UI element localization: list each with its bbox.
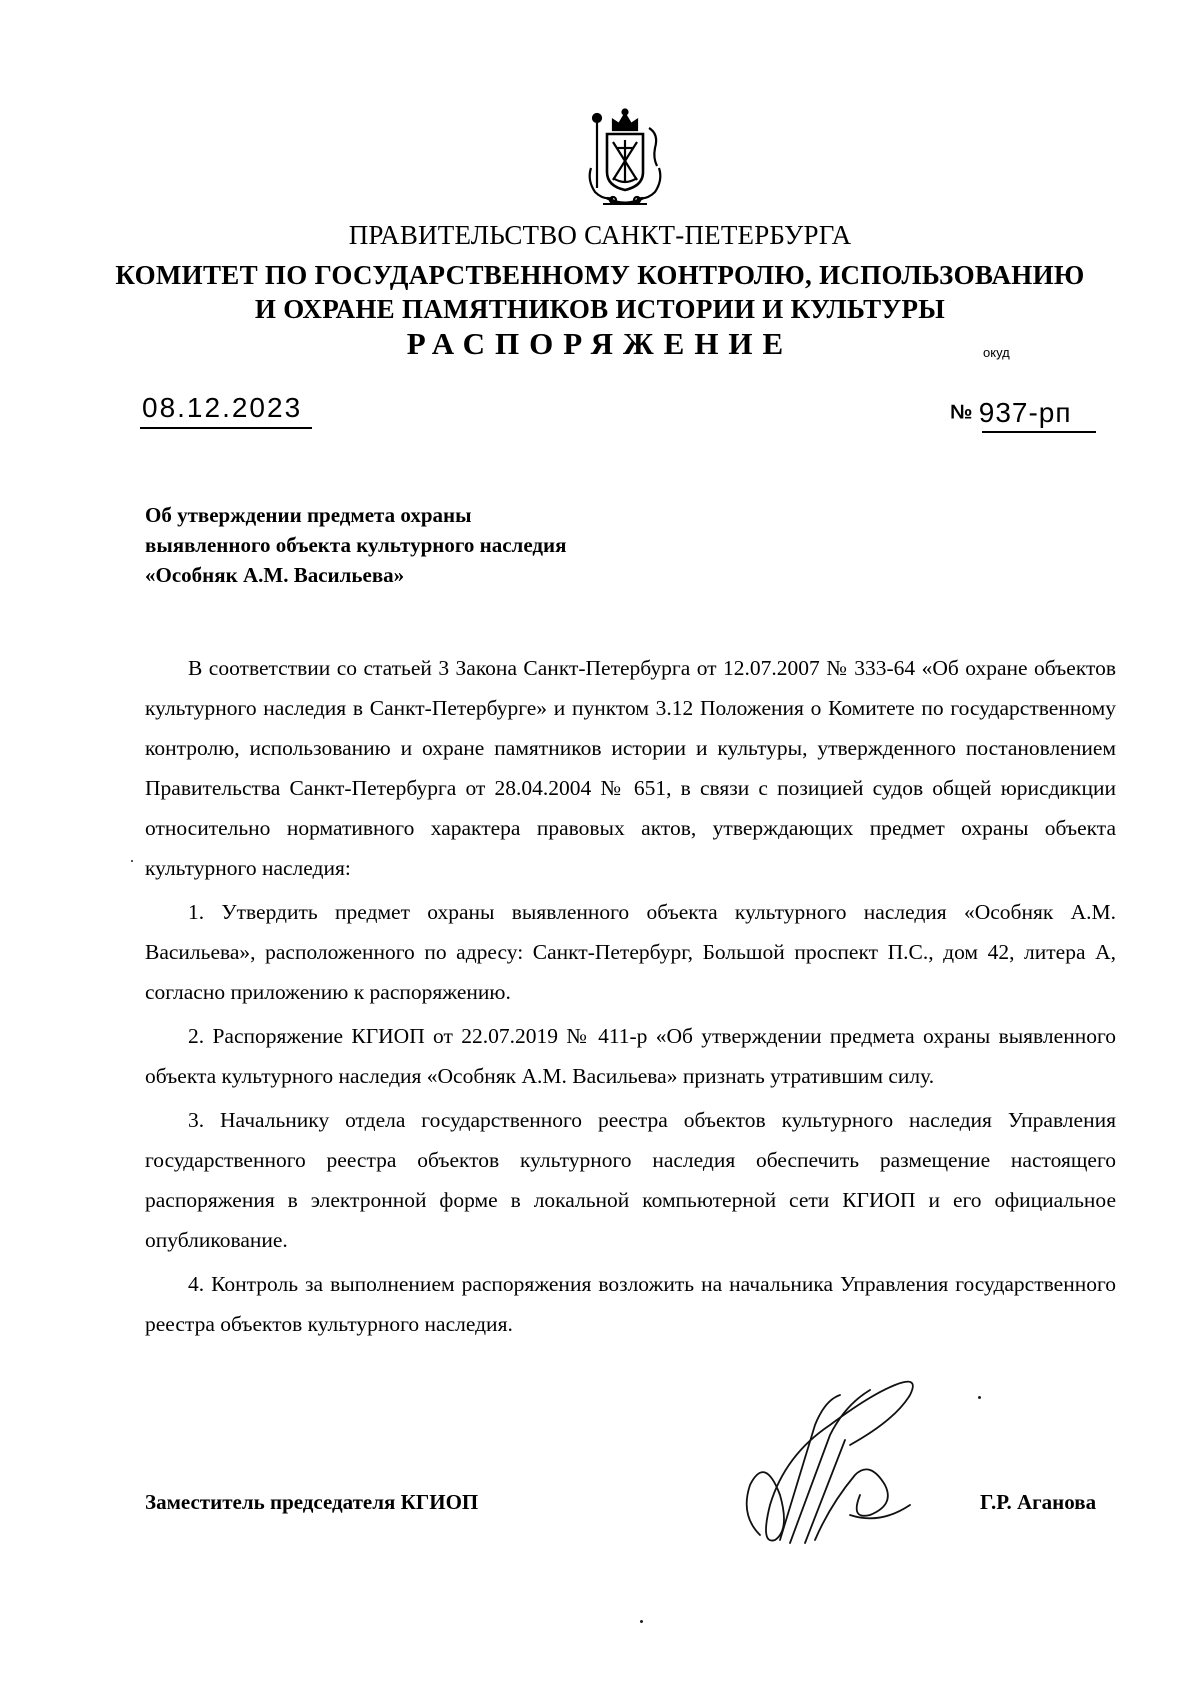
number-sign: № [950,401,973,424]
okud-label: окуд [983,345,1010,360]
document-type-title: РАСПОРЯЖЕНИЕ [406,326,794,361]
date-underline [140,427,312,429]
signatory-title: Заместитель председателя КГИОП [145,1490,479,1514]
scan-speck [131,860,133,862]
scan-speck [640,1620,643,1623]
committee-title [0,258,1200,326]
subject-line-1: Об утверждении предмета охраны [145,503,472,527]
item-3-paragraph: 3. Начальнику отдела государственного реестра объектов культурного наследия Управления государственного реестра объектов культурного наследия обеспечить размещение настоящего распоряжения в электронной форме в локальной компьютерной сети КГИОП и его официальное опубликование. [145,1108,1116,1252]
order-date: 08.12.2023 [142,392,303,423]
order-number-value: 937-рп [978,397,1072,428]
subject-line-2: выявленного объекта культурного наследия [145,533,567,557]
item-4-paragraph: 4. Контроль за выполнением распоряжения возложить на начальника Управления государственного реестра объектов культурного наследия. [145,1272,1116,1336]
saint-petersburg-coat-of-arms-icon [583,108,667,212]
number-underline [982,431,1096,433]
order-subject [145,500,566,590]
scan-speck [978,1396,981,1399]
preamble-paragraph: В соответствии со статьей 3 Закона Санкт-Петербурга от 12.07.2007 № 333-64 «Об охране объектов культурного наследия в Санкт-Петербурге» и пунктом 3.12 Положения о Комитете по государственному контролю, использованию и охране памятников истории и культуры, утвержденного постановлением Правительства Санкт-Петербурга от 28.04.2004 № 651, в связи с позицией судов общей юрисдикции относительно нормативного характера правовых актов, утверждающих предмет охраны объекта культурного наследия: [145,656,1116,880]
committee-title-line-1: КОМИТЕТ ПО ГОСУДАРСТВЕННОМУ КОНТРОЛЮ, ИСПОЛЬЗОВАНИЮ [115,260,1085,290]
handwritten-signature [720,1365,950,1550]
item-1-paragraph: 1. Утвердить предмет охраны выявленного объекта культурного наследия «Особняк А.М. Васильева», расположенного по адресу: Санкт-Петербург, Большой проспект П.С., дом 42, литера А, согласно приложению к распоряжению. [145,900,1116,1004]
order-body [145,648,1116,1348]
order-number [950,397,1072,429]
subject-line-3: «Особняк А.М. Васильева» [145,563,405,587]
committee-title-line-2: И ОХРАНЕ ПАМЯТНИКОВ ИСТОРИИ И КУЛЬТУРЫ [254,294,946,324]
signatory-name: Г.Р. Аганова [980,1490,1097,1514]
item-2-paragraph: 2. Распоряжение КГИОП от 22.07.2019 № 411-р «Об утверждении предмета охраны выявленного объекта культурного наследия «Особняк А.М. Васильева» признать утратившим силу. [145,1024,1116,1088]
government-title: ПРАВИТЕЛЬСТВО САНКТ-ПЕТЕРБУРГА [348,220,852,250]
